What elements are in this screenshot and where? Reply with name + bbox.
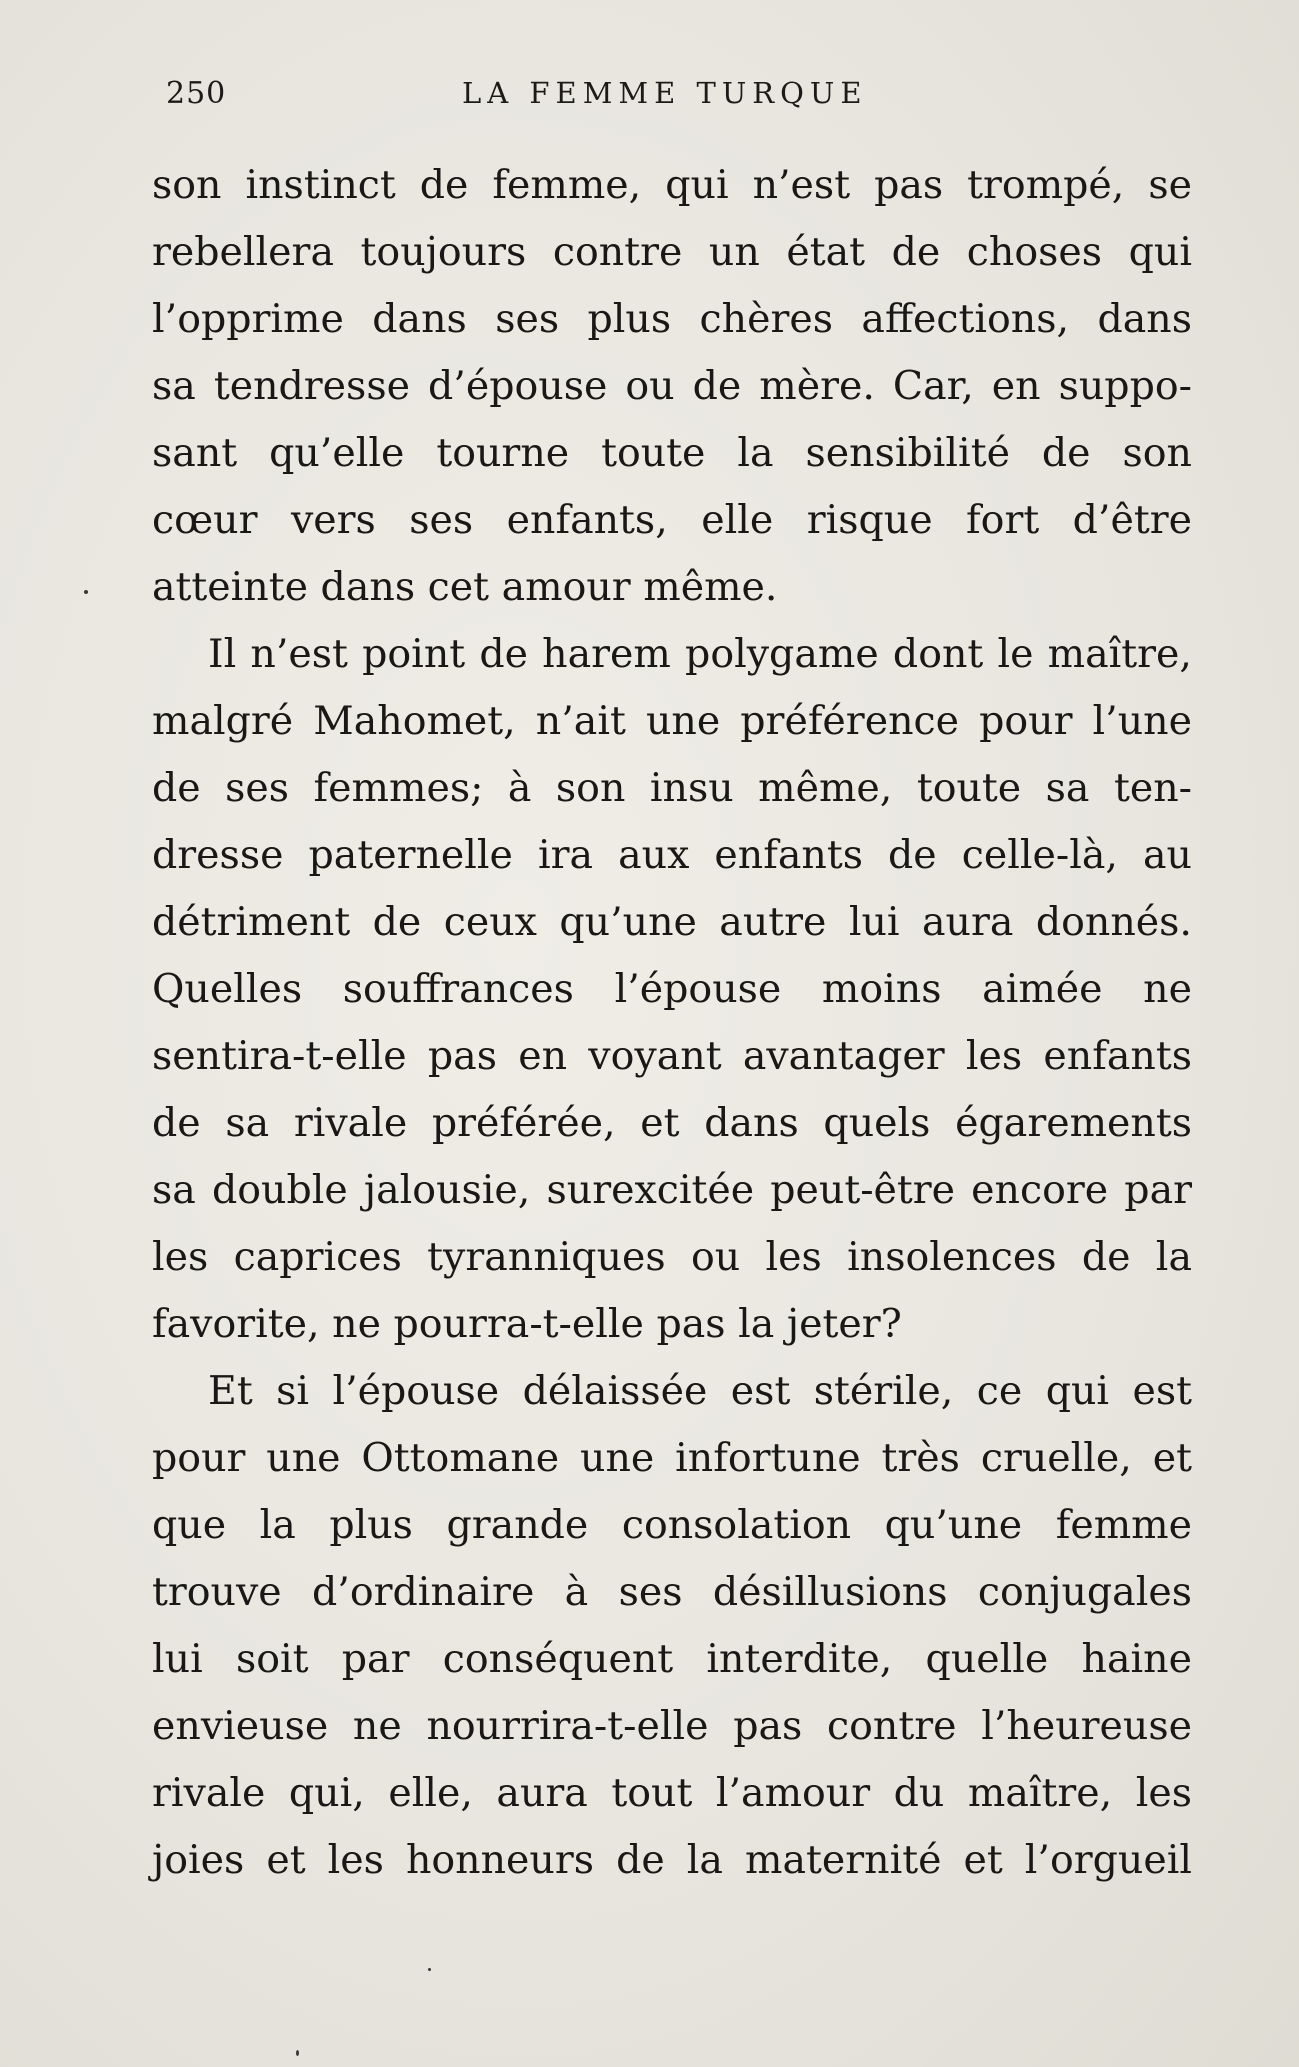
- text-line: lui soit par conséquent interdite, quelle haine: [152, 1636, 1192, 1682]
- body-text: [152, 152, 1192, 1894]
- paper-speck: [84, 590, 88, 594]
- text-line: envieuse ne nourrira-t-elle pas contre l’heureuse: [152, 1703, 1192, 1749]
- text-line: les caprices tyranniques ou les insolences de la: [152, 1234, 1192, 1280]
- text-line: de ses femmes; à son insu même, toute sa ten-: [152, 765, 1192, 811]
- text-line: Il n’est point de harem polygame dont le maître,: [208, 631, 1192, 677]
- text-line: sa double jalousie, surexcitée peut-être encore par: [152, 1167, 1192, 1213]
- page-header: [166, 72, 1206, 122]
- text-line: favorite, ne pourra-t-elle pas la jeter?: [152, 1301, 902, 1347]
- text-line: dresse paternelle ira aux enfants de celle-là, au: [152, 832, 1192, 878]
- paper-speck: [428, 1968, 431, 1971]
- text-line: pour une Ottomane une infortune très cruelle, et: [152, 1435, 1192, 1481]
- text-line: sentira-t-elle pas en voyant avantager les enfants: [152, 1033, 1192, 1079]
- text-line: son instinct de femme, qui n’est pas trompé, se: [152, 162, 1192, 208]
- text-line: joies et les honneurs de la maternité et l’orgueil: [152, 1837, 1192, 1883]
- running-title: LA FEMME TURQUE: [462, 76, 868, 110]
- text-line: Quelles souffrances l’épouse moins aimée ne: [152, 966, 1192, 1012]
- text-line: que la plus grande consolation qu’une femme: [152, 1502, 1192, 1548]
- page-number: 250: [166, 76, 227, 111]
- text-line: malgré Mahomet, n’ait une préférence pour l’une: [152, 698, 1192, 744]
- text-line: trouve d’ordinaire à ses désillusions conjugales: [152, 1569, 1192, 1615]
- text-line: l’opprime dans ses plus chères affections, dans: [152, 296, 1192, 342]
- text-line: rebellera toujours contre un état de choses qui: [152, 229, 1192, 275]
- text-line: détriment de ceux qu’une autre lui aura donnés.: [152, 899, 1192, 945]
- text-line: sant qu’elle tourne toute la sensibilité de son: [152, 430, 1192, 476]
- paper-speck: [296, 2050, 299, 2056]
- text-line: rivale qui, elle, aura tout l’amour du maître, les: [152, 1770, 1192, 1816]
- text-line: atteinte dans cet amour même.: [152, 564, 778, 610]
- text-line: de sa rivale préférée, et dans quels égarements: [152, 1100, 1192, 1146]
- text-line: cœur vers ses enfants, elle risque fort d’être: [152, 497, 1192, 543]
- text-line: sa tendresse d’épouse ou de mère. Car, en suppo-: [152, 363, 1192, 409]
- text-line: Et si l’épouse délaissée est stérile, ce qui est: [208, 1368, 1192, 1414]
